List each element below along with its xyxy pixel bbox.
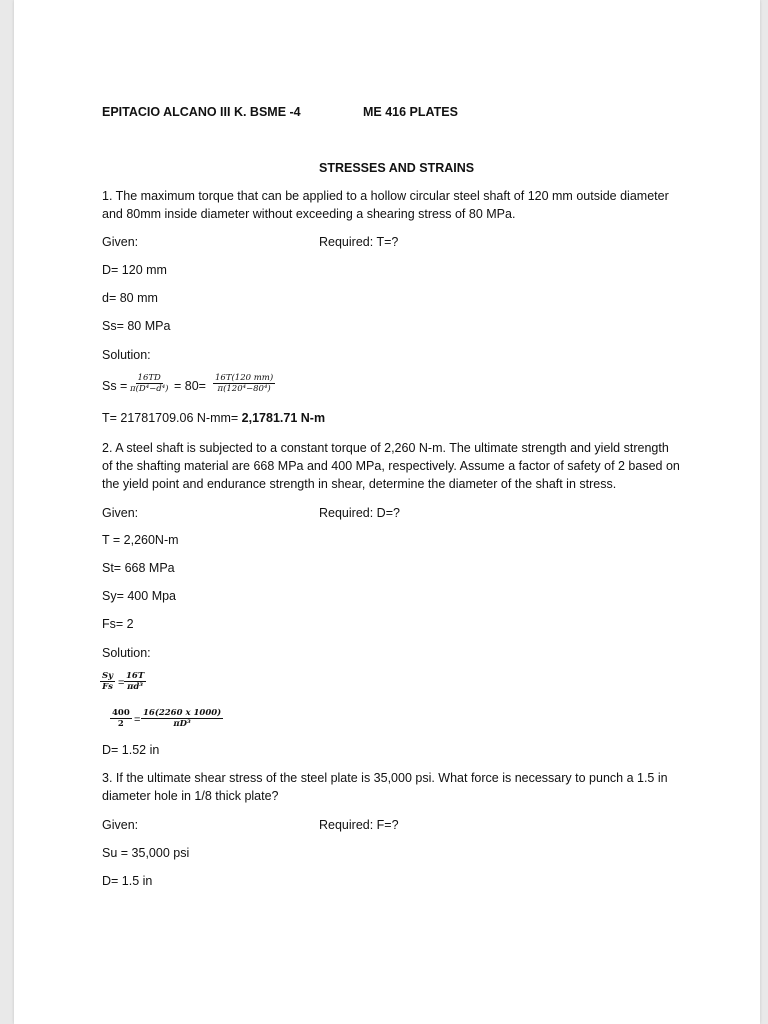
fraction-denominator: πd³ bbox=[127, 682, 144, 692]
problem1-given-D: D= 120 mm bbox=[102, 263, 167, 277]
problem3-given-Su: Su = 35,000 psi bbox=[102, 846, 190, 860]
problem2-given-St: St= 668 MPa bbox=[102, 561, 175, 575]
section-title: STRESSES AND STRAINS bbox=[319, 161, 475, 175]
problem2-given-T: T = 2,260N-m bbox=[102, 533, 179, 547]
problem1-given-Ss: Ss= 80 MPa bbox=[102, 319, 171, 333]
problem2-fraction-400-2 bbox=[110, 708, 132, 729]
fraction-denominator: 2 bbox=[117, 719, 124, 729]
problem2-line1: 2. A steel shaft is subjected to a constant torque of 2,260 N-m. The ultimate strength and yield strength bbox=[102, 441, 669, 455]
problem1-answer bbox=[102, 410, 325, 427]
fraction-numerator: 16T(120 mm) bbox=[215, 373, 274, 383]
problem3-given-label: Given: bbox=[102, 818, 139, 832]
answer-bold: 2,1781.71 N-m bbox=[241, 411, 326, 425]
fraction-denominator: π(120⁴−80⁴) bbox=[217, 384, 271, 394]
problem1-fraction-2 bbox=[213, 373, 275, 394]
answer-plain: T= 21781709.06 N-mm= bbox=[102, 411, 242, 425]
fraction-numerator: 16T bbox=[126, 671, 145, 681]
problem2-equals-1: = bbox=[118, 677, 125, 689]
fraction-numerator: 400 bbox=[112, 708, 130, 718]
problem1-given-label: Given: bbox=[102, 235, 139, 249]
problem1-fraction-1 bbox=[128, 373, 170, 394]
problem2-line2: of the shafting material are 668 MPa and 400 MPa, respectively. Assume a factor of safety of 2 based on bbox=[102, 459, 680, 473]
problem3-line2: diameter hole in 1/8 thick plate? bbox=[102, 789, 279, 803]
problem2-line3: the yield point and endurance strength in shear, determine the diameter of the shaft in stress. bbox=[102, 477, 617, 491]
problem1-line2: and 80mm inside diameter without exceeding a shearing stress of 80 MPa. bbox=[102, 207, 516, 221]
problem2-answer: D= 1.52 in bbox=[102, 743, 160, 757]
problem2-given-Sy: Sy= 400 Mpa bbox=[102, 589, 177, 603]
problem2-solution-label: Solution: bbox=[102, 646, 151, 660]
fraction-numerator: Sy bbox=[102, 671, 114, 681]
fraction-denominator: Fs bbox=[102, 682, 113, 692]
fraction-numerator: 16(2260 x 1000) bbox=[143, 708, 222, 718]
problem3-required: Required: F=? bbox=[319, 818, 399, 832]
fraction-numerator: 16TD bbox=[137, 373, 161, 383]
problem1-solution-label: Solution: bbox=[102, 348, 151, 362]
problem1-given-d: d= 80 mm bbox=[102, 291, 158, 305]
problem1-eq-prefix: Ss = bbox=[102, 379, 128, 393]
fraction-denominator: πD³ bbox=[173, 719, 191, 729]
problem3-given-D: D= 1.5 in bbox=[102, 874, 153, 888]
problem3-line1: 3. If the ultimate shear stress of the steel plate is 35,000 psi. What force is necessary to punch a 1.5 in bbox=[102, 771, 668, 785]
problem1-eq-mid: = 80= bbox=[174, 379, 206, 393]
problem2-fraction-16-2260 bbox=[141, 708, 223, 729]
problem1-required: Required: T=? bbox=[319, 235, 399, 249]
problem2-given-Fs: Fs= 2 bbox=[102, 617, 134, 631]
problem2-required: Required: D=? bbox=[319, 506, 400, 520]
document-page bbox=[14, 0, 760, 1024]
course-title: ME 416 PLATES bbox=[363, 105, 458, 119]
problem2-fraction-sy-fs bbox=[100, 671, 115, 692]
author-line: EPITACIO ALCANO III K. BSME -4 bbox=[102, 105, 301, 119]
fraction-denominator: π(D⁴−d⁴) bbox=[130, 384, 169, 394]
problem2-fraction-16t bbox=[124, 671, 146, 692]
problem2-given-label: Given: bbox=[102, 506, 139, 520]
problem1-line1: 1. The maximum torque that can be applied to a hollow circular steel shaft of 120 mm outside diameter bbox=[102, 189, 669, 203]
problem2-equals-2: = bbox=[134, 714, 141, 726]
